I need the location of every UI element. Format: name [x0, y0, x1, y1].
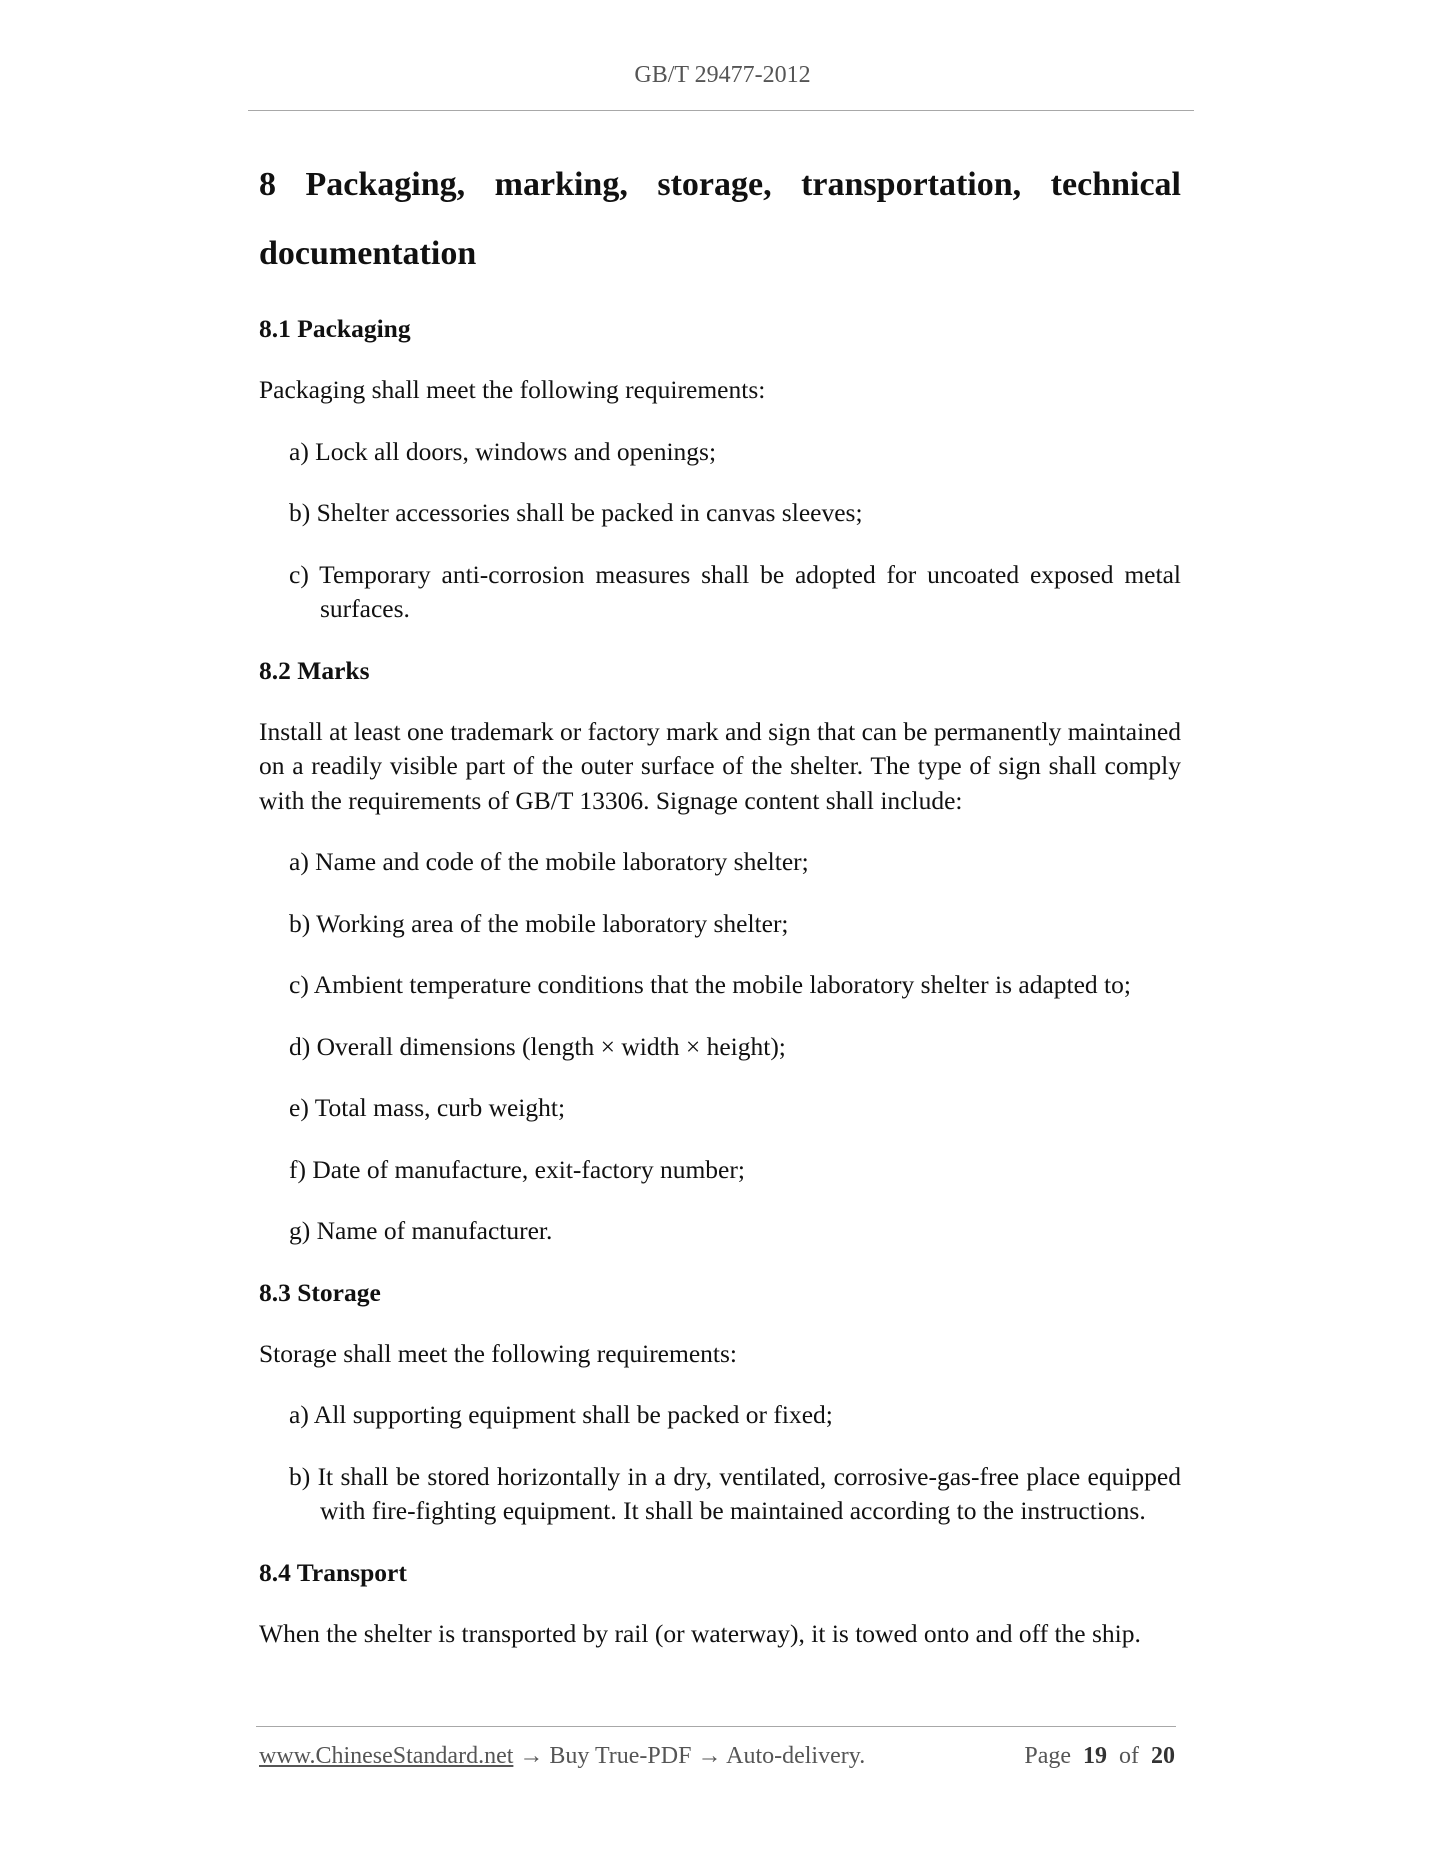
packaging-intro: Packaging shall meet the following requirements:: [259, 375, 766, 404]
marks-item-c: c) Ambient temperature conditions that the mobile laboratory shelter is adapted to;: [289, 970, 1131, 999]
heading-marks: 8.2 Marks: [259, 655, 370, 685]
page-label: Page: [1024, 1743, 1071, 1769]
page-content: [259, 150, 1181, 1651]
page-number: 19: [1083, 1743, 1107, 1769]
footer-divider: [256, 1726, 1176, 1727]
marks-item-e: e) Total mass, curb weight;: [289, 1093, 566, 1122]
transport-text: When the shelter is transported by rail (or waterway), it is towed onto and off the ship.: [259, 1618, 1141, 1648]
marks-item-a: a) Name and code of the mobile laboratory shelter;: [289, 847, 809, 876]
footer-promo: [259, 1743, 865, 1770]
document-id-header: GB/T 29477-2012: [634, 62, 811, 88]
of-label: of: [1119, 1743, 1139, 1769]
marks-item-d: d) Overall dimensions (length × width × height);: [289, 1031, 786, 1061]
storage-item-b: b) It shall be stored horizontally in a dry, ventilated, corrosive-gas-free place equipped with fire-fighting equipment. It shall be maintained according to the instructions.: [289, 1461, 1181, 1525]
heading-transport: 8.4 Transport: [259, 1557, 407, 1587]
storage-intro: Storage shall meet the following requirements:: [259, 1338, 738, 1368]
marks-intro: Install at least one trademark or factory mark and sign that can be permanently maintained on a readily visible part of the outer surface of the shelter. The type of sign shall comply with the requirements of GB/T 13306. Signage content shall include:: [259, 716, 1181, 815]
website-link[interactable]: www.ChineseStandard.net: [259, 1743, 514, 1769]
section-title: 8 Packaging, marking, storage, transportation, technical documentation: [259, 166, 1181, 272]
heading-storage: 8.3 Storage: [259, 1277, 381, 1307]
footer-tagline: → Buy True-PDF → Auto-delivery.: [513, 1743, 866, 1769]
page-indicator: [1024, 1743, 1175, 1770]
page-total: 20: [1151, 1743, 1175, 1769]
heading-packaging: 8.1 Packaging: [259, 314, 411, 343]
packaging-item-a: a) Lock all doors, windows and openings;: [289, 436, 717, 466]
page-footer: [259, 1743, 1175, 1770]
packaging-item-c: c) Temporary anti-corrosion measures shall be adopted for uncoated exposed metal surfaces.: [289, 559, 1181, 623]
packaging-item-b: b) Shelter accessories shall be packed in canvas sleeves;: [289, 498, 863, 527]
marks-item-f: f) Date of manufacture, exit-factory number;: [289, 1154, 745, 1184]
storage-item-a: a) All supporting equipment shall be packed or fixed;: [289, 1400, 833, 1429]
marks-item-g: g) Name of manufacturer.: [289, 1216, 553, 1245]
header-divider: [248, 110, 1194, 111]
marks-item-b: b) Working area of the mobile laboratory shelter;: [289, 908, 789, 938]
